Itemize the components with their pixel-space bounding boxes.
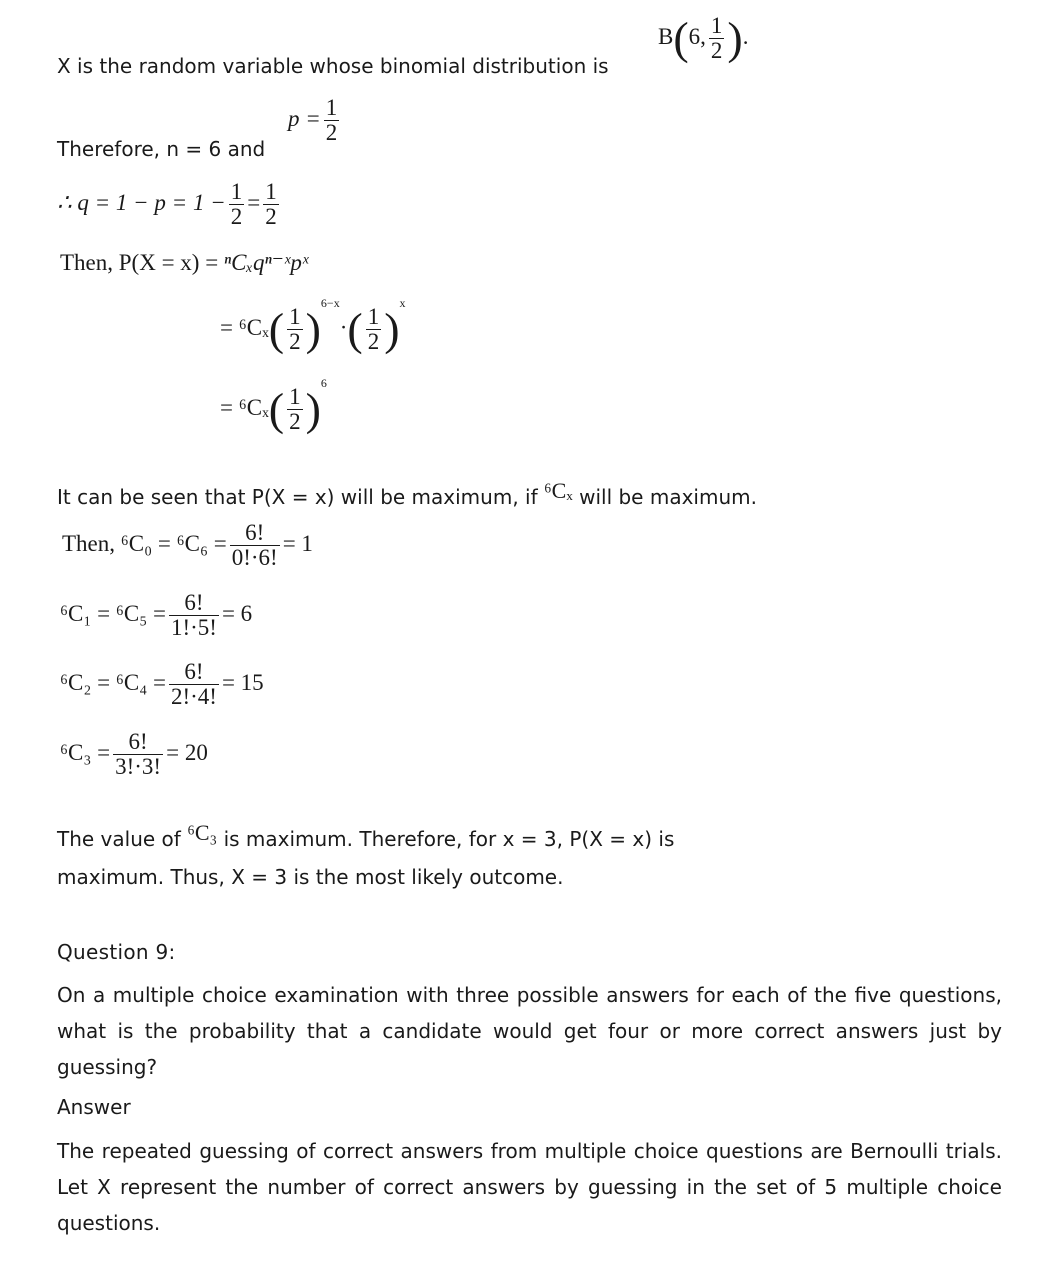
c1-den: 1!·5!	[170, 615, 217, 641]
c0-equation	[62, 521, 313, 570]
px3-num: 1	[289, 384, 301, 410]
c2-lhs: ⁶C₂ = ⁶C₄ =	[60, 669, 166, 695]
px-general	[60, 250, 308, 276]
c2-res: = 15	[221, 669, 264, 695]
dist-letter: B	[658, 23, 674, 49]
px2-den2: 2	[367, 329, 380, 355]
p-equation	[288, 96, 342, 145]
px2-dot: ·	[339, 315, 348, 340]
q-num2: 1	[265, 179, 277, 204]
px2-num2: 1	[367, 304, 380, 330]
intro-text: X is the random variable whose binomial distribution is	[57, 54, 609, 78]
max-post: will be maximum.	[579, 485, 757, 509]
answer-body: The repeated guessing of correct answers from multiple choice questions are Bernoulli trials. Let X represent the number of correct answers by guessing in the set of 5 multiple choice questions.	[57, 1139, 1002, 1235]
conclusion-pre: The value of	[57, 827, 181, 851]
c2-num: 6!	[184, 659, 204, 684]
q-num1: 1	[230, 179, 243, 204]
c3-res: = 20	[166, 739, 208, 765]
conclusion-post: is maximum. Therefore, for x = 3, P(X = x) is	[223, 827, 675, 851]
c3-num: 6!	[128, 729, 148, 754]
conclusion-line2: maximum. Thus, X = 3 is the most likely outcome.	[57, 865, 564, 889]
px-lhs: Then, P(X = x) =	[60, 250, 224, 275]
c3-equation	[60, 730, 208, 779]
c2-equation	[60, 660, 264, 709]
px-step3: = ⁶Cₓ( $\frac{1}{2}$ )$^6$	[220, 376, 327, 435]
intro-end: .	[742, 23, 749, 49]
c0-lhs: Then, ⁶C₀ = ⁶C₆ =	[62, 530, 227, 556]
c1-num: 6!	[184, 590, 204, 615]
px2-exp1: 6−x	[320, 296, 340, 310]
question-body: On a multiple choice examination with three possible answers for each of the five questions, what is the probability that a candidate would get four or more correct answers just by guessing?	[57, 983, 1002, 1079]
np-text: Therefore, n = 6 and	[57, 137, 266, 161]
px3-den: 2	[289, 409, 301, 435]
px2-exp2: x	[399, 296, 406, 310]
c0-res: = 1	[282, 530, 313, 556]
c3-lhs: ⁶C₃ =	[60, 739, 111, 765]
q-den2: 2	[265, 204, 277, 230]
answer-heading: Answer	[57, 1095, 131, 1119]
q-equation	[57, 180, 282, 229]
px-step2: = ⁶Cₓ( $\frac{1}{2}$ )$^{6-x}$·( $\frac{1}{2}$ )$^x$	[220, 296, 406, 355]
px2-num1: 1	[289, 304, 301, 330]
q-eq: =	[247, 189, 261, 215]
p-lhs: p =	[288, 105, 321, 131]
p-num: 1	[325, 95, 338, 120]
p-den: 2	[325, 120, 338, 146]
px3-exp: 6	[320, 376, 327, 390]
question-heading: Question 9:	[57, 940, 176, 964]
c0-den: 0!·6!	[231, 545, 278, 571]
dist-n: 6,	[688, 23, 706, 49]
px2-den1: 2	[289, 329, 301, 355]
px3-eq: = ⁶Cₓ	[220, 395, 269, 420]
c2-den: 2!·4!	[170, 684, 217, 710]
dist-p-den: 2	[710, 38, 723, 64]
c1-equation	[60, 591, 252, 640]
q-lhs: ∴ q = 1 − p = 1 −	[57, 189, 226, 215]
max-line	[57, 478, 757, 509]
conclusion-line1	[57, 820, 674, 851]
c1-res: = 6	[221, 600, 253, 626]
max-c: ⁶Cₓ	[544, 478, 573, 503]
px-ncx: ⁿCₓqⁿ⁻ˣpˣ	[223, 250, 309, 275]
c0-num: 6!	[245, 520, 265, 545]
dist-p-num: 1	[710, 13, 723, 38]
c3-den: 3!·3!	[115, 754, 162, 780]
px2-eq: = ⁶Cₓ	[220, 315, 269, 340]
binomial-notation: B(6, $\frac{1}{2}$ ).	[658, 12, 749, 64]
conclusion-c: ⁶C₃	[187, 820, 218, 845]
q-den1: 2	[230, 204, 243, 230]
c1-lhs: ⁶C₁ = ⁶C₅ =	[60, 600, 166, 626]
max-pre: It can be seen that P(X = x) will be maximum, if	[57, 485, 538, 509]
